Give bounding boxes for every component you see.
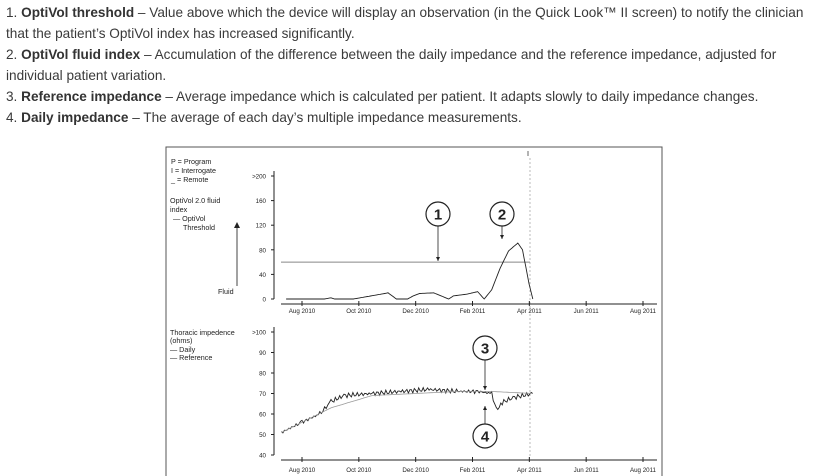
threshold-legend-label: — OptiVol	[173, 214, 206, 223]
definition-text: Accumulation of the difference between the daily impedance and the reference impedance, adjusted for individual patient variation.	[6, 47, 777, 83]
up-arrow-icon	[234, 222, 240, 228]
daily-impedance-line	[281, 388, 532, 433]
x-tick-label: Aug 2011	[629, 308, 657, 315]
reference-legend-label: — Reference	[170, 353, 213, 362]
y-tick-label: 70	[259, 391, 266, 398]
threshold-legend-label-2: Threshold	[183, 223, 215, 232]
callout-1-label: 1	[433, 206, 443, 224]
x-tick-label: Oct 2010	[346, 467, 372, 474]
definition-item: 3. Reference impedance – Average impedance which is calculated per patient. It adapts slowly to daily impedance changes.	[6, 89, 759, 104]
callout-1-arrow-icon	[436, 257, 440, 261]
x-tick-label: Dec 2010	[402, 467, 429, 474]
x-tick-label: Aug 2011	[629, 467, 657, 474]
x-tick-label: Feb 2011	[459, 308, 486, 315]
thoracic-label: Thoracic impedence	[170, 328, 235, 337]
x-tick-label: Aug 2010	[288, 467, 316, 474]
x-tick-label: Aug 2010	[288, 308, 316, 315]
fluid-axis-label: Fluid	[218, 287, 234, 296]
y-tick-label: 120	[255, 222, 266, 230]
y-tick-label: 60	[259, 411, 266, 419]
x-tick-label: Jun 2011	[573, 467, 599, 474]
y-tick-label: 90	[259, 350, 266, 357]
definition-text: The average of each day’s multiple impedance measurements.	[143, 110, 522, 125]
interrogate-marker: I	[527, 149, 529, 158]
daily-legend-label: — Daily	[170, 345, 196, 354]
legend-program: P = Program	[171, 157, 212, 166]
fluid-index-line	[286, 243, 533, 299]
y-tick-label: 0	[262, 296, 266, 304]
y-tick-label: 50	[259, 432, 266, 439]
callout-4-arrow-icon	[483, 406, 487, 410]
callout-4-label: 4	[480, 428, 490, 446]
x-tick-label: Jun 2011	[573, 308, 599, 315]
y-tick-label: 40	[259, 271, 266, 279]
legend-remote: _ = Remote	[171, 175, 209, 184]
definition-item: 4. Daily impedance – The average of each day’s multiple impedance measurements.	[6, 110, 522, 125]
y-tick-label: >200	[252, 173, 266, 181]
reference-impedance-line	[281, 391, 532, 432]
definition-term: OptiVol threshold	[21, 5, 135, 20]
x-tick-label: Feb 2011	[459, 467, 486, 474]
callout-2-arrow-icon	[500, 235, 504, 239]
y-tick-label: 80	[259, 247, 266, 255]
definitions-list	[6, 2, 826, 128]
fluid-index-label-2: index	[170, 205, 188, 214]
y-tick-label: 160	[255, 198, 266, 206]
y-tick-label: 40	[259, 452, 266, 460]
thoracic-label-2: (ohms)	[170, 336, 193, 345]
definition-term: Daily impedance	[21, 110, 129, 125]
y-tick-label: 80	[259, 370, 266, 378]
optivol-figure	[165, 146, 663, 476]
optivol-chart-svg	[165, 146, 663, 476]
x-tick-label: Oct 2010	[346, 308, 372, 315]
definition-text: Average impedance which is calculated per patient. It adapts slowly to daily impedance changes.	[176, 89, 759, 104]
definition-term: Reference impedance	[21, 89, 162, 104]
callout-3-label: 3	[480, 340, 490, 358]
legend-interrogate: I = Interrogate	[171, 166, 216, 175]
callout-2-label: 2	[497, 206, 507, 224]
definition-item: 2. OptiVol fluid index – Accumulation of the difference between the daily impedance and the reference impedance, adjusted for individual patient variation.	[6, 47, 777, 83]
definition-text: Value above which the device will display an observation (in the Quick Look™ II screen) to notify the clinician that the patient’s OptiVol index has increased significantly.	[6, 5, 804, 41]
y-tick-label: >100	[252, 329, 266, 337]
x-tick-label: Apr 2011	[517, 467, 542, 474]
x-tick-label: Dec 2010	[402, 308, 429, 315]
fluid-index-label: OptiVol 2.0 fluid	[170, 196, 221, 205]
callout-3-arrow-icon	[483, 386, 487, 390]
definition-term: OptiVol fluid index	[21, 47, 141, 62]
x-tick-label: Apr 2011	[517, 308, 542, 315]
definition-item: 1. OptiVol threshold – Value above which the device will display an observation (in the Quick Look™ II screen) to notify the clinician that the patient’s OptiVol index has increased significantly.	[6, 5, 804, 41]
